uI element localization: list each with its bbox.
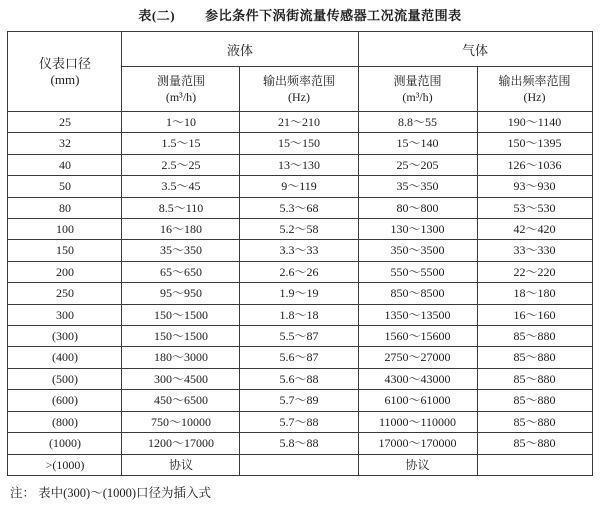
liquid-freq-cell: 3.3～33 — [240, 240, 358, 261]
liquid-group-header: 液体 — [122, 32, 358, 67]
table-title-text: 参比条件下涡街流量传感器工况流量范围表 — [205, 8, 462, 23]
table-row — [8, 390, 592, 411]
gas-freq-cell: 85～880 — [477, 347, 592, 368]
liquid-freq-cell — [240, 454, 358, 475]
diameter-header-cell — [8, 32, 122, 112]
liquid-range-cell: 1200～17000 — [122, 433, 240, 454]
gas-range-cell: 35～350 — [358, 176, 477, 197]
table-number: 表(二) — [138, 8, 176, 23]
liquid-freq-cell: 2.6～26 — [240, 261, 358, 282]
diameter-cell: (800) — [8, 411, 122, 432]
diameter-cell: 25 — [8, 112, 122, 133]
gas-range-header — [358, 67, 477, 112]
gas-range-cell: 25～205 — [358, 154, 477, 175]
gas-freq-cell: 150～1395 — [477, 133, 592, 154]
liquid-freq-cell: 21～210 — [240, 112, 358, 133]
table-row — [8, 283, 592, 304]
liquid-freq-header-label: 输出频率范围 — [262, 74, 335, 88]
liquid-range-header-label: 测量范围 — [156, 74, 205, 88]
liquid-range-cell: 3.5～45 — [122, 176, 240, 197]
liquid-freq-cell: 5.7～89 — [240, 390, 358, 411]
diameter-cell: (300) — [8, 326, 122, 347]
gas-freq-cell: 85～880 — [477, 433, 592, 454]
gas-freq-cell: 85～880 — [477, 390, 592, 411]
diameter-cell: 40 — [8, 154, 122, 175]
table-row — [8, 176, 592, 197]
gas-range-cell: 80～800 — [358, 197, 477, 218]
gas-range-cell: 协议 — [358, 454, 477, 475]
liquid-range-cell: 16～180 — [122, 219, 240, 240]
table-row — [8, 133, 592, 154]
liquid-freq-header — [240, 67, 358, 112]
diameter-cell: 200 — [8, 261, 122, 282]
liquid-range-cell: 8.5～110 — [122, 197, 240, 218]
gas-freq-cell: 53～530 — [477, 197, 592, 218]
diameter-cell: (600) — [8, 390, 122, 411]
liquid-freq-cell: 5.3～68 — [240, 197, 358, 218]
diameter-cell: 80 — [8, 197, 122, 218]
liquid-freq-cell: 15～150 — [240, 133, 358, 154]
gas-group-header: 气体 — [358, 32, 592, 67]
liquid-freq-header-unit: (Hz) — [288, 90, 310, 104]
table-note: 注： 表中(300)～(1000)口径为插入式 — [10, 485, 212, 500]
liquid-range-cell: 65～650 — [122, 261, 240, 282]
gas-range-cell: 8.8～55 — [358, 112, 477, 133]
table-row — [8, 154, 592, 175]
liquid-range-cell: 150～1500 — [122, 326, 240, 347]
liquid-freq-cell: 9～119 — [240, 176, 358, 197]
diameter-cell: 150 — [8, 240, 122, 261]
liquid-range-cell: 95～950 — [122, 283, 240, 304]
gas-range-cell: 1350～13500 — [358, 304, 477, 325]
gas-range-cell: 550～5500 — [358, 261, 477, 282]
gas-range-cell: 350～3500 — [358, 240, 477, 261]
liquid-freq-cell: 5.7～88 — [240, 411, 358, 432]
liquid-freq-cell: 13～130 — [240, 154, 358, 175]
diameter-cell: (1000) — [8, 433, 122, 454]
diameter-cell: (500) — [8, 368, 122, 389]
gas-range-cell: 4300～43000 — [358, 368, 477, 389]
gas-freq-cell: 33～330 — [477, 240, 592, 261]
gas-freq-cell: 16～160 — [477, 304, 592, 325]
diameter-cell: (400) — [8, 347, 122, 368]
table-row — [8, 304, 592, 325]
gas-range-cell: 6100～61000 — [358, 390, 477, 411]
gas-freq-cell: 85～880 — [477, 368, 592, 389]
diameter-cell: 32 — [8, 133, 122, 154]
gas-freq-cell: 85～880 — [477, 326, 592, 347]
gas-range-cell: 17000～170000 — [358, 433, 477, 454]
diameter-header-label: 仪表口径 — [38, 55, 91, 71]
gas-range-cell: 11000～110000 — [358, 411, 477, 432]
table-header — [8, 32, 592, 112]
liquid-range-header — [122, 67, 240, 112]
gas-freq-cell: 22～220 — [477, 261, 592, 282]
liquid-range-cell: 300～4500 — [122, 368, 240, 389]
liquid-range-cell: 450～6500 — [122, 390, 240, 411]
liquid-range-cell: 1～10 — [122, 112, 240, 133]
table-body — [8, 112, 592, 476]
table-row — [8, 240, 592, 261]
diameter-cell: 50 — [8, 176, 122, 197]
table-row — [8, 411, 592, 432]
table-row — [8, 347, 592, 368]
liquid-freq-cell: 5.8～88 — [240, 433, 358, 454]
gas-range-header-label: 测量范围 — [393, 74, 442, 88]
table-row — [8, 219, 592, 240]
liquid-freq-cell: 5.5～87 — [240, 326, 358, 347]
gas-freq-cell: 93～930 — [477, 176, 592, 197]
diameter-cell: >(1000) — [8, 454, 122, 475]
liquid-range-cell: 2.5～25 — [122, 154, 240, 175]
gas-range-cell: 15～140 — [358, 133, 477, 154]
table-row — [8, 197, 592, 218]
gas-range-cell: 850～8500 — [358, 283, 477, 304]
liquid-freq-cell: 1.8～18 — [240, 304, 358, 325]
diameter-cell: 250 — [8, 283, 122, 304]
gas-freq-cell: 126～1036 — [477, 154, 592, 175]
table-row — [8, 433, 592, 454]
gas-range-cell: 1560～15600 — [358, 326, 477, 347]
gas-freq-cell: 190～1140 — [477, 112, 592, 133]
diameter-cell: 100 — [8, 219, 122, 240]
gas-freq-header-unit: (Hz) — [523, 90, 546, 104]
gas-freq-cell: 85～880 — [477, 411, 592, 432]
flow-range-table — [7, 31, 592, 476]
liquid-freq-cell: 5.2～58 — [240, 219, 358, 240]
diameter-header-unit: (mm) — [50, 71, 80, 87]
diameter-cell: 300 — [8, 304, 122, 325]
group-header-row — [8, 32, 592, 67]
gas-freq-cell — [477, 454, 592, 475]
gas-freq-cell: 42～420 — [477, 219, 592, 240]
liquid-freq-cell: 1.9～19 — [240, 283, 358, 304]
gas-range-cell: 130～1300 — [358, 219, 477, 240]
gas-freq-cell: 18～180 — [477, 283, 592, 304]
table-row — [8, 112, 592, 133]
liquid-range-header-unit: (m³/h) — [165, 90, 197, 104]
gas-range-cell: 2750～27000 — [358, 347, 477, 368]
page-title — [0, 4, 600, 31]
gas-freq-header-label: 输出频率范围 — [498, 74, 571, 88]
liquid-freq-cell: 5.6～88 — [240, 368, 358, 389]
liquid-range-cell: 35～350 — [122, 240, 240, 261]
liquid-range-cell: 1.5～15 — [122, 133, 240, 154]
liquid-range-cell: 协议 — [122, 454, 240, 475]
liquid-range-cell: 180～3000 — [122, 347, 240, 368]
table-row — [8, 326, 592, 347]
gas-range-header-unit: (m³/h) — [402, 90, 433, 104]
table-row — [8, 454, 592, 475]
liquid-freq-cell: 5.6～87 — [240, 347, 358, 368]
gas-freq-header — [477, 67, 592, 112]
liquid-range-cell: 150～1500 — [122, 304, 240, 325]
table-row — [8, 261, 592, 282]
table-row — [8, 368, 592, 389]
liquid-range-cell: 750～10000 — [122, 411, 240, 432]
